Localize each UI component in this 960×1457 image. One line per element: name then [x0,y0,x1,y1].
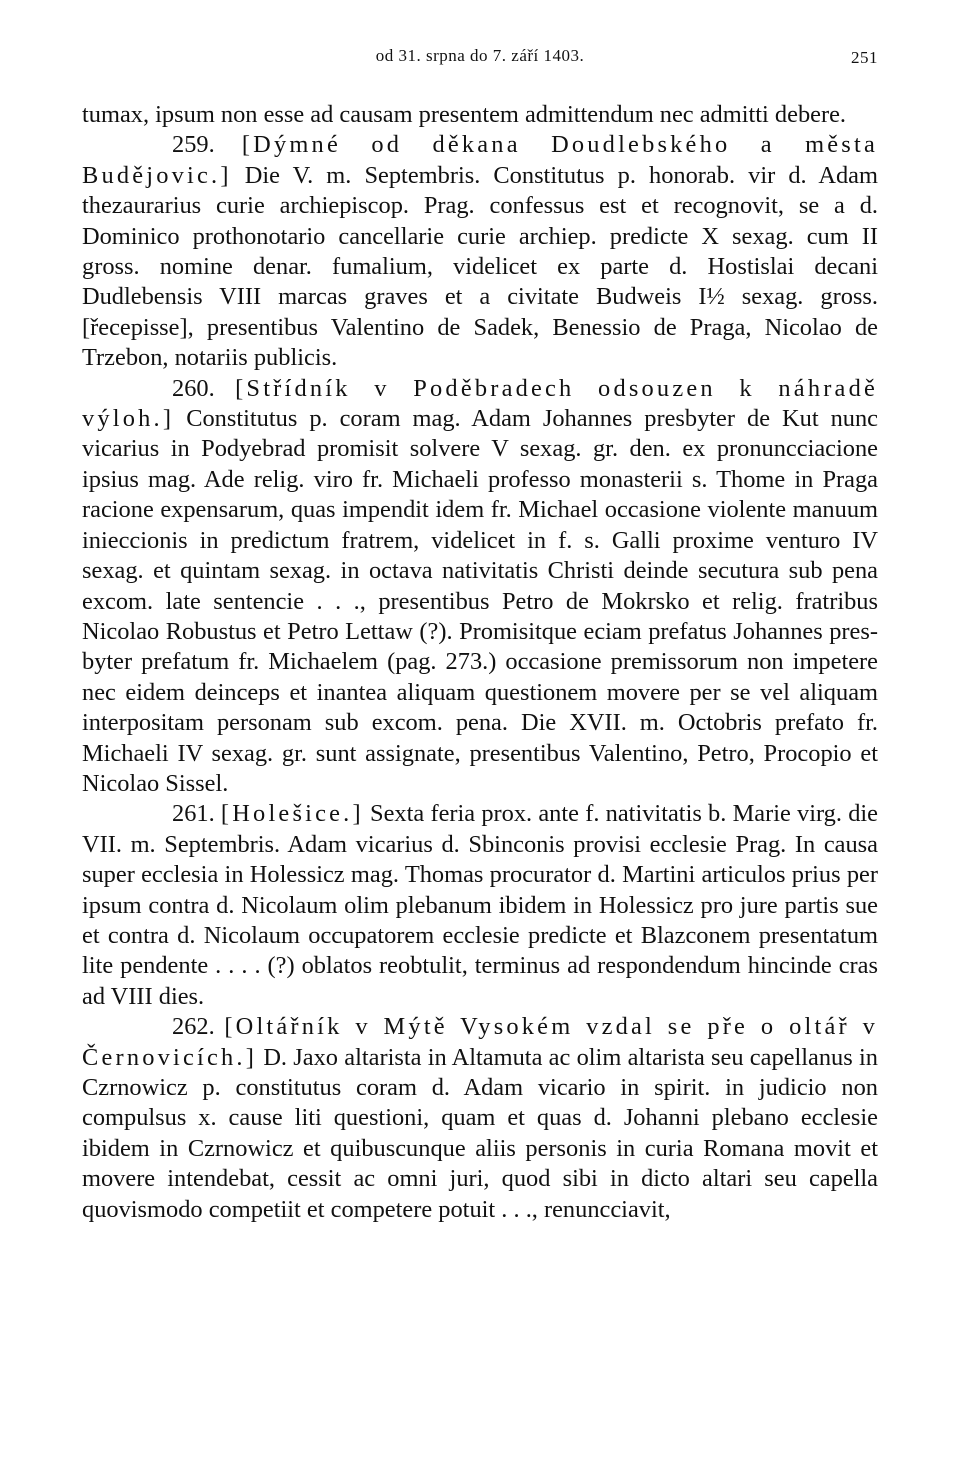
entry-number: 261. [172,800,215,828]
running-title: od 31. srpna do 7. září 1403. [375,46,585,65]
entry-261 [82,799,878,1012]
entry-259 [82,130,878,373]
page-number: 251 [851,48,878,67]
paragraph-text: tumax, ipsum non esse ad causam presentem admittendum nec admitti debere. [82,101,847,128]
entry-title: [Holešice.] [220,800,364,828]
entry-title: [Střídník v Poděbradech odsouzen k náhradě výloh.] [82,374,878,433]
entry-number: 260. [172,374,215,402]
entry-text: Constitutus p. coram mag. Adam Johannes presbyter de Kut nunc vicarius in Podyebrad promisit solvere V sexag. gr. den. ex pronuncciacione ipsius mag. Ade relig. viro fr. Michaeli professo monasterii s. Thome in Praga racione expensarum, quas impendit idem fr. Michael occasione violente manuum inieccionis in predictum fratrem, videlicet in f. s. Galli proxime venturo IV sexag. et quintam sexag. in octava nativitatis Christi deinde secutura sub pena excom. late sentencie . . ., presentibus Petro de Mokrsko et relig. fratribus Nicolao Robustus et Petro Lettaw (?). Promisitque eciam prefatus Johannes presbyter prefatum fr. Michaelem (pag. 273.) occasione premissorum non impetere nec eidem deinceps et inantea aliquam questionem movere per se vel aliquam interpositam personam sub excom. pena. Die XVII. m. Octobris prefato fr. Michaeli IV sexag. gr. sunt assignate, presentibus Valentino, Petro, Procopio et Nicolao Sissel. [82,405,878,797]
page-header [82,36,878,76]
entry-title: [Dýmné od děkana Doudlebského a města Budějovic.] [82,131,878,189]
page-body [82,100,878,1225]
entry-number: 262. [172,1013,215,1041]
entry-text: Sexta feria prox. ante f. nativitatis b. Marie virg. die VII. m. Septembris. Adam vicarius d. Sbinconis provisi ecclesie Prag. In causa super ecclesia in Holessicz mag. Thomas procurator d. Martini articulos prius per ipsum contra d. Nicolaum olim plebanum ibidem in Holessicz pro jure partis sue et contra d. Nicolaum occupatorem ecclesie predicte et Blazconem presentatum lite pendente . . . . (?) oblatos reobtulit, terminus ad respondendum hincinde cras ad VIII dies. [82,800,878,1010]
book-page [82,36,878,1225]
entry-text: D. Jaxo altarista in Altamuta ac olim altarista seu capellanus in Czrnowicz p. constitutus coram d. Adam vicario in spirit. in judicio non compulsus x. cause liti questioni, quam et quas d. Johanni plebano ecclesie ibidem in Czrnowicz et quibuscunque aliis personis in curia Romana movit et movere intendebat, cessit ac omni juri, quod sibi in dicto altari seu capella quovismodo competiit et competere potuit . . ., renuncciavit, [82,1043,878,1223]
entry-number: 259. [172,131,215,159]
entry-260 [82,374,878,800]
entry-title: [Oltářník v Mýtě Vysokém vzdal se pře o oltář v Černovicích.] [82,1013,878,1071]
entry-text: Die V. m. Septembris. Constitutus p. honorab. vir d. Adam thezaurarius curie archiepiscop. Prag. confessus est et recognovit, se a d. Dominico prothonotario cancellarie curie archiep. predicte X sexag. cum II gross. nomine denar. fumalium, videlicet ex parte d. Hostislai decani Dudlebensis VIII marcas graves et a civitate Budweis I½ sexag. gross. [řecepisse], presentibus Valentino de Sadek, Benessio de Praga, Nicolao de Trzebon, notariis publicis. [82,161,878,372]
paragraph-continuation [82,100,878,130]
entry-262 [82,1012,878,1225]
